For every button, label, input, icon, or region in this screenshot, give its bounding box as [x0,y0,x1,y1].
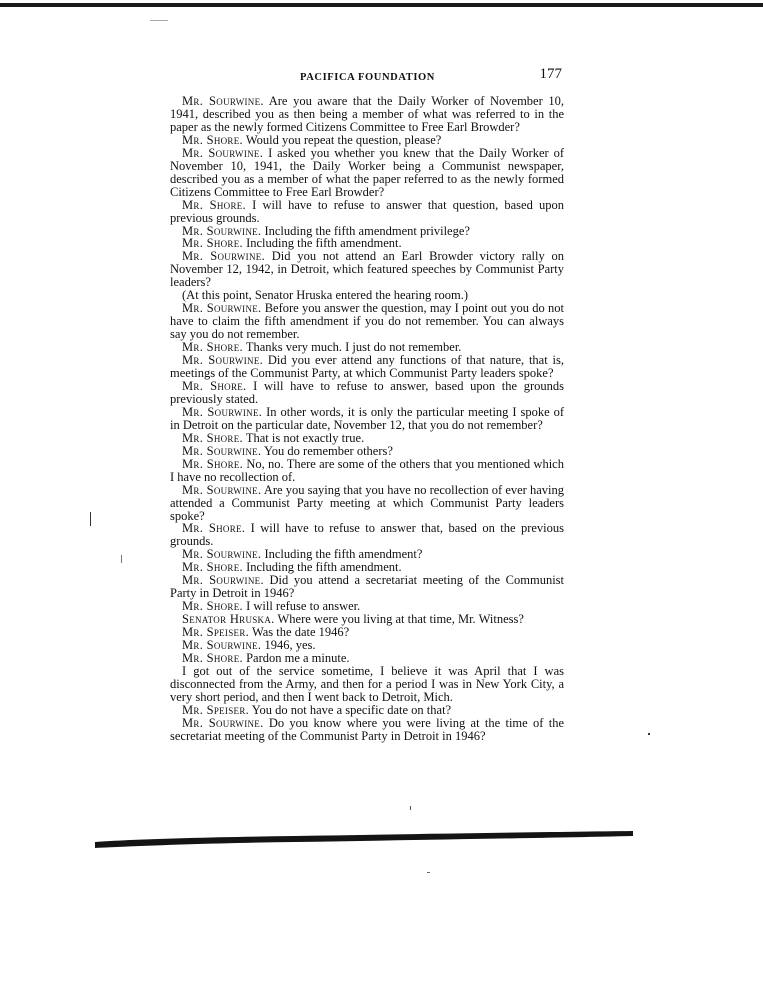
page-number: 177 [539,66,562,82]
running-head: PACIFICA FOUNDATION [300,72,435,83]
speaker-name: Mr. Shore. [182,650,243,665]
speech-text: Did you ever attend any functions of that nature, that is, meetings of the Communist Party, at which Communist Party leaders spoke? [170,353,564,381]
speech-text: I got out of the service sometime, I believe it was April that I was disconnected from the Army, and then for a period I was in New York City, a very short period, and then I went back to Detroit, Mich. [170,663,564,704]
transcript-paragraph [170,665,564,704]
speech-text: I will have to refuse to answer that, based on the previous grounds. [170,521,564,549]
speaker-name: Mr. Sourwine. [182,482,262,497]
speech-text: Do you know where you were living at the time of the secretariat meeting of the Communist Party in Detroit in 1946? [170,715,564,743]
speech-text: In other words, it is only the particular meeting I spoke of in Detroit on the particular date, November 12, that you do not remember? [170,404,564,432]
transcript-paragraph [170,458,564,484]
speech-text: Before you answer the question, may I point out you do not have to claim the fifth amendment if you do not remember. You can always say you do not remember. [170,301,564,342]
speaker-name: Mr. Shore. [182,340,243,355]
scan-speck [410,806,411,810]
speech-text: No, no. There are some of the others that you mentioned which I have no recollection of. [170,456,564,484]
speaker-name: Mr. Shore. [182,560,243,575]
transcript-paragraph [170,717,564,743]
speech-text: Was the date 1946? [249,625,350,640]
speaker-name: Mr. Shore. [182,132,243,147]
scan-speck [90,512,91,526]
speaker-name: Mr. Sourwine. [182,249,265,264]
transcript-paragraph [170,147,564,199]
speech-text: Where were you living at that time, Mr. Witness? [274,612,524,627]
speech-text: That is not exactly true. [242,430,365,445]
speaker-name: Mr. Sourwine. [182,547,262,562]
speech-text: Did you not attend an Earl Browder victory rally on November 12, 1942, in Detroit, which featured speeches by Communist Party leaders? [170,249,564,290]
speaker-name: Mr. Sourwine. [182,638,262,653]
speech-text: Did you attend a secretariat meeting of the Communist Party in Detroit in 1946? [170,573,564,601]
transcript-paragraph [170,250,564,289]
speech-text: I will refuse to answer. [242,599,361,614]
scan-speck [648,733,650,735]
speaker-name: Mr. Sourwine. [182,223,262,238]
speaker-name: Mr. Sourwine. [182,573,264,588]
speaker-name: Mr. Shore. [182,430,243,445]
page-header [170,66,570,86]
speech-text: I will have to refuse to answer, based upon the grounds previously stated. [170,378,564,406]
speaker-name: Mr. Shore. [182,521,246,536]
speaker-name: Mr. Shore. [182,197,246,212]
transcript-paragraph [170,484,564,523]
speaker-name: Mr. Sourwine. [182,404,263,419]
transcript-body [170,95,564,743]
speaker-name: Mr. Sourwine. [182,301,262,316]
transcript-paragraph [170,406,564,432]
speech-text: You do not have a specific date on that? [249,702,452,717]
bottom-scan-bar [95,829,633,849]
speech-text: Are you aware that the Daily Worker of November 10, 1941, described you as then being a member of what was referred to in the paper as the newly formed Citizens Committee to Free Earl Browder? [170,94,564,134]
speaker-name: Mr. Sourwine. [182,94,264,108]
speech-text: Including the fifth amendment privilege? [261,223,470,238]
speech-text: Including the fifth amendment. [242,236,402,251]
speaker-name: Mr. Sourwine. [182,715,264,730]
speaker-name: Mr. Sourwine. [182,353,264,368]
speaker-name: Senator Hruska. [182,612,275,627]
speaker-name: Mr. Sourwine. [182,145,264,160]
speaker-name: Mr. Shore. [182,456,244,471]
speaker-name: Mr. Speiser. [182,625,250,640]
bottom-scan-bar-shape [95,829,633,849]
scan-speck [121,555,122,563]
speech-text: Pardon me a minute. [242,650,350,665]
speech-text: Including the fifth amendment. [242,560,402,575]
speech-text: Including the fifth amendment? [261,547,423,562]
speech-text: I asked you whether you knew that the Daily Worker of November 10, 1941, the Daily Worker being a Communist newspaper, described you as a member of what the paper referred to as the newly formed Citizens Committee to Free Earl Browder? [170,145,564,199]
speaker-name: Mr. Speiser. [182,702,250,717]
speaker-name: Mr. Shore. [182,599,243,614]
scan-speck [150,20,168,21]
speaker-name: Mr. Shore. [182,378,247,393]
speech-text: I will have to refuse to answer that question, based upon previous grounds. [170,197,564,225]
top-scan-rule [0,3,763,7]
transcript-paragraph [170,380,564,406]
transcript-paragraph [170,574,564,600]
speech-text: You do remember others? [261,443,393,458]
transcript-paragraph [170,354,564,380]
speech-text: Are you saying that you have no recollection of ever having attended a Communist Party meeting at which Communist Party leaders spoke? [170,482,564,523]
speaker-name: Mr. Sourwine. [182,443,262,458]
transcript-paragraph [170,522,564,548]
speech-text: Thanks very much. I just do not remember. [242,340,462,355]
scan-speck [427,872,430,873]
speech-text: (At this point, Senator Hruska entered the hearing room.) [182,288,469,303]
transcript-paragraph [170,302,564,341]
speech-text: 1946, yes. [261,638,316,653]
transcript-paragraph [170,199,564,225]
speech-text: Would you repeat the question, please? [242,132,442,147]
speaker-name: Mr. Shore. [182,236,243,251]
transcript-paragraph [170,95,564,134]
